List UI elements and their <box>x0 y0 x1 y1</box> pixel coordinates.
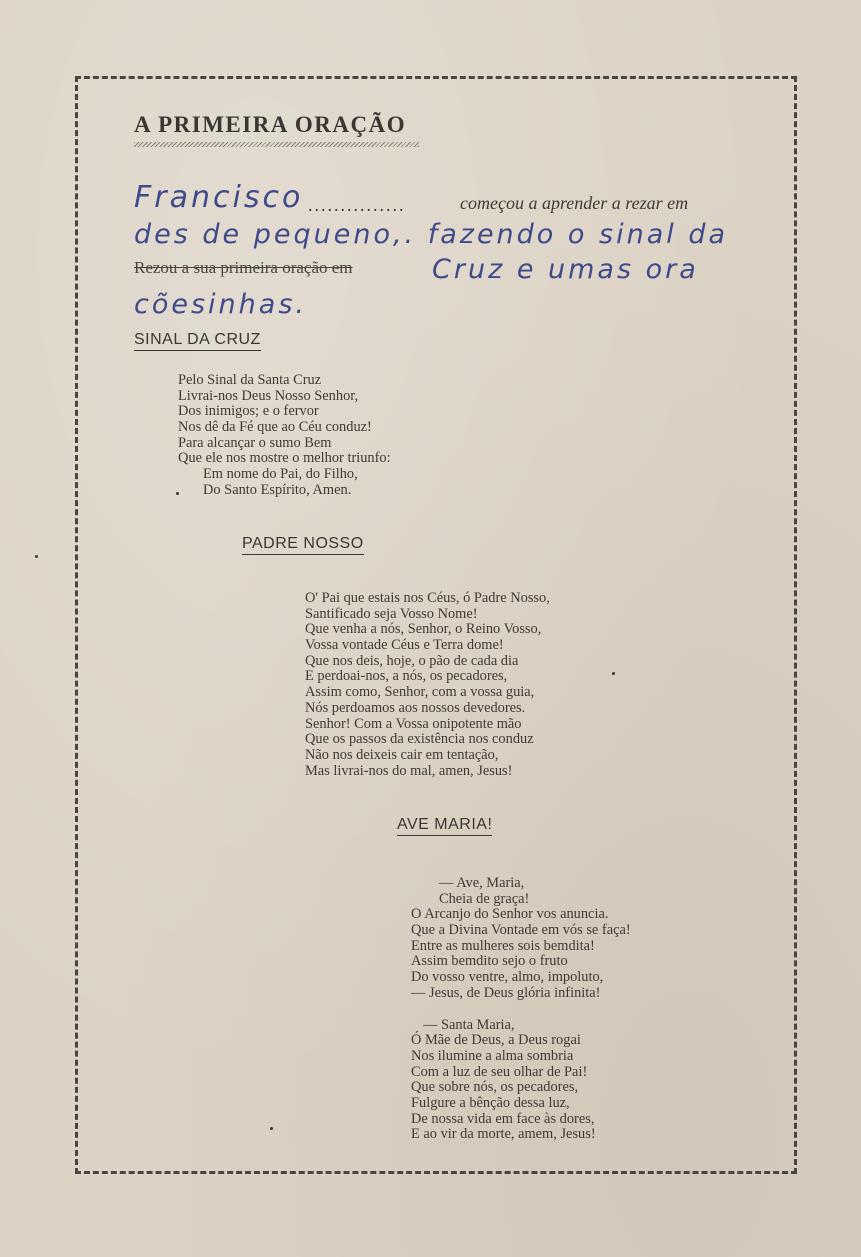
ave-maria-text <box>411 876 631 1143</box>
poem-line: E ao vir da morte, amem, Jesus! <box>411 1126 596 1143</box>
poem-line: — Ave, Maria, <box>439 875 525 891</box>
poem-line: Dos inimigos; e o fervor <box>178 403 319 420</box>
paper-speck <box>35 555 38 558</box>
poem-line: Em nome do Pai, do Filho, <box>203 466 358 483</box>
poem-line: De nossa vida em face às dores, <box>411 1110 595 1127</box>
poem-line: Entre as mulheres sois bemdita! <box>411 937 595 954</box>
poem-line: Com a luz de seu olhar de Pai! <box>411 1063 588 1080</box>
poem-line: Que a Divina Vontade em vós se faça! <box>411 922 631 939</box>
poem-line: Assim bemdito sejo o fruto <box>411 953 568 970</box>
fill-dots: ............... <box>308 195 406 215</box>
stanza-spacer <box>411 1002 631 1018</box>
poem-line: Que os passos da existência nos conduz <box>305 731 534 748</box>
struck-printed-text: Rezou a sua primeira oração em <box>134 258 353 277</box>
poem-line: Santificado seja Vosso Nome! <box>305 605 478 622</box>
poem-line: Assim como, Senhor, com a vossa guia, <box>305 684 535 701</box>
poem-line: Nos dê da Fé que ao Céu conduz! <box>178 419 372 436</box>
padre-nosso-heading: PADRE NOSSO <box>242 535 364 555</box>
handwritten-line-4: cõesinhas. <box>134 289 307 320</box>
poem-line: Não nos deixeis cair em tentação, <box>305 746 499 763</box>
padre-nosso-text <box>305 591 550 779</box>
poem-line: Que sobre nós, os pecadores, <box>411 1079 579 1096</box>
poem-line: Do vosso ventre, almo, impoluto, <box>411 969 604 986</box>
page-title: A PRIMEIRA ORAÇÃO <box>134 112 407 137</box>
poem-line: E perdoai-nos, a nós, os pecadores, <box>305 668 508 685</box>
poem-line: Que venha a nós, Senhor, o Reino Vosso, <box>305 621 542 638</box>
poem-line: Nós perdoamos aos nossos devedores. <box>305 699 526 716</box>
poem-line: Livrai-nos Deus Nosso Senhor, <box>178 387 359 404</box>
poem-line: Mas livrai-nos do mal, amen, Jesus! <box>305 762 513 779</box>
poem-line: O Arcanjo do Senhor vos anuncia. <box>411 906 609 923</box>
poem-line: Do Santo Espírito, Amen. <box>203 481 352 498</box>
title-underline <box>134 142 419 147</box>
intro-printed-text: começou a aprender a rezar em <box>460 193 689 213</box>
poem-line: Para alcançar o sumo Bem <box>178 434 332 451</box>
handwritten-name: Francisco <box>134 180 304 215</box>
poem-line: O' Pai que estais nos Céus, ó Padre Nosso, <box>305 590 550 606</box>
poem-line: Que nos deis, hoje, o pão de cada dia <box>305 652 519 669</box>
handwritten-line-2: des de pequeno,. fazendo o sinal da <box>134 219 729 250</box>
poem-line: Senhor! Com a Vossa onipotente mão <box>305 715 522 732</box>
paper-speck <box>270 1127 273 1130</box>
poem-line: Fulgure a bênção dessa luz, <box>411 1094 570 1111</box>
sinal-da-cruz-heading: SINAL DA CRUZ <box>134 331 261 351</box>
sinal-da-cruz-text <box>178 373 391 499</box>
poem-line: Que ele nos mostre o melhor triunfo: <box>178 450 391 467</box>
paper-speck <box>176 492 179 495</box>
poem-line: Pelo Sinal da Santa Cruz <box>178 372 322 388</box>
poem-line: Cheia de graça! <box>439 890 530 907</box>
poem-line: — Jesus, de Deus glória infinita! <box>411 984 601 1001</box>
paper-speck <box>612 672 615 675</box>
poem-line: — Santa Maria, <box>423 1016 515 1033</box>
poem-line: Vossa vontade Céus e Terra dome! <box>305 637 504 654</box>
poem-line: Ó Mãe de Deus, a Deus rogai <box>411 1032 581 1049</box>
poem-line: Nos ilumine a alma sombria <box>411 1047 574 1064</box>
ave-maria-heading: AVE MARIA! <box>397 816 492 836</box>
handwritten-line-3: Cruz e umas ora <box>432 254 699 285</box>
